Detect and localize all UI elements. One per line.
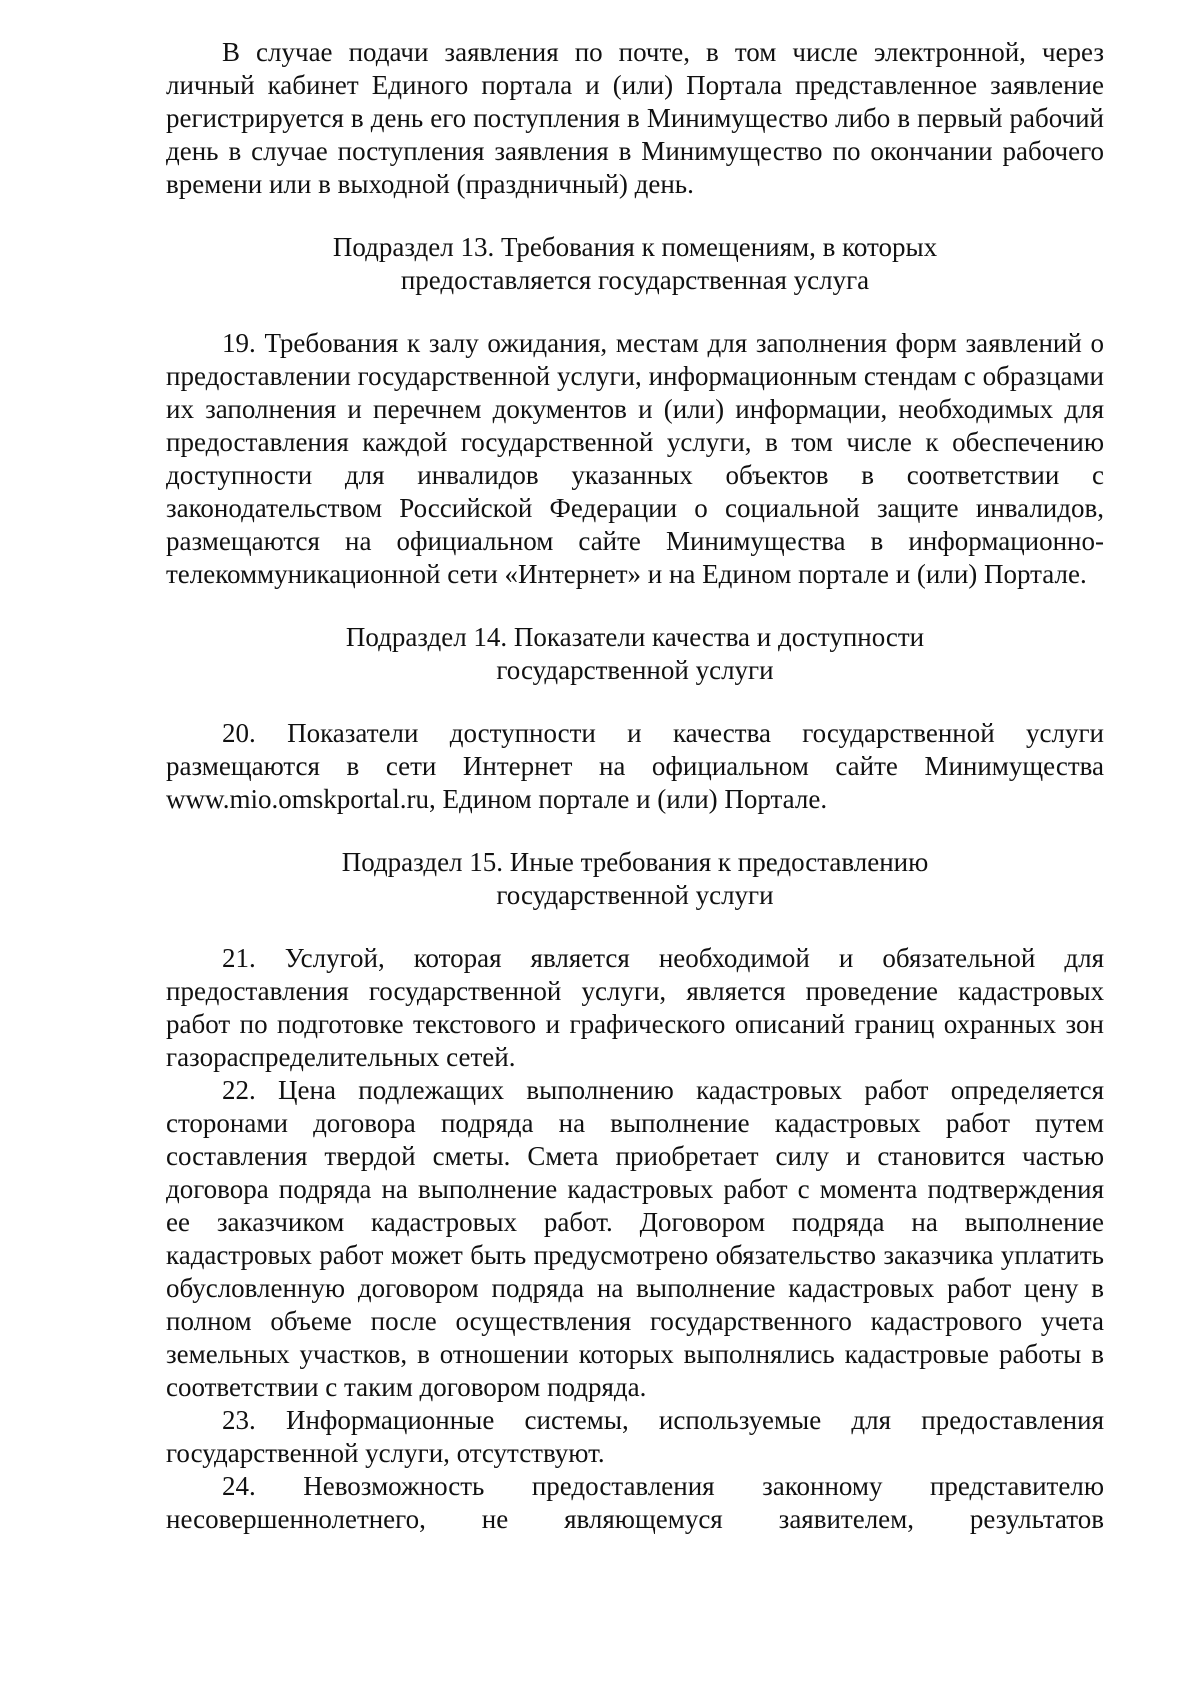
paragraph-21: 21. Услугой, которая является необходимой и обязательной для предоставления государственной услуги, является проведение кадастровых работ по подготовке текстового и графического описаний границ охранных зон газораспределительных сетей. [166, 943, 1104, 1072]
section-13-heading-line1: Подраздел 13. Требования к помещениям, в которых [332, 232, 938, 262]
section-13-heading-line2: предоставляется государственная услуга [400, 265, 870, 295]
section-15-heading-line1: Подраздел 15. Иные требования к предоставлению [341, 847, 929, 877]
section-14-heading-line2: государственной услуги [496, 655, 774, 685]
paragraph-23: 23. Информационные системы, используемые для предоставления государственной услуги, отсутствуют. [166, 1405, 1104, 1468]
section-13-heading [166, 231, 1104, 297]
section-13 [166, 231, 1104, 591]
section-15-heading-line2: государственной услуги [496, 880, 774, 910]
paragraph-22: 22. Цена подлежащих выполнению кадастровых работ определяется сторонами договора подряда на выполнение кадастровых работ путем составления твердой сметы. Смета приобретает силу и становится частью договора подряда на выполнение кадастровых работ с момента подтверждения ее заказчиком кадастровых работ. Договором подряда на выполнение кадастровых работ может быть предусмотрено обязательство заказчика уплатить обусловленную договором подряда на выполнение кадастровых работ цену в полном объеме после осуществления государственного кадастрового учета земельных участков, в отношении которых выполнялись кадастровые работы в соответствии с таким договором подряда. [166, 1075, 1104, 1402]
section-15 [166, 846, 1104, 1536]
document-page [166, 36, 1104, 1536]
section-14-heading-line1: Подраздел 14. Показатели качества и доступности [345, 622, 925, 652]
intro-paragraph: В случае подачи заявления по почте, в том числе электронной, через личный кабинет Единого портала и (или) Портала представленное заявление регистрируется в день его поступления в Минимущество либо в первый рабочий день в случае поступления заявления в Минимущество по окончании рабочего времени или в выходной (праздничный) день. [166, 37, 1104, 199]
section-14 [166, 621, 1104, 816]
paragraph-20: 20. Показатели доступности и качества государственной услуги размещаются в сети Интернет на официальном сайте Минимущества www.mio.omskportal.ru, Едином портале и (или) Портале. [166, 718, 1104, 814]
section-15-heading [166, 846, 1104, 912]
paragraph-19: 19. Требования к залу ожидания, местам для заполнения форм заявлений о предоставлении государственной услуги, информационным стендам с образцами их заполнения и перечнем документов и (или) информации, необходимых для предоставления каждой государственной услуги, в том числе к обеспечению доступности для инвалидов указанных объектов в соответствии с законодательством Российской Федерации о социальной защите инвалидов, размещаются на официальном сайте Минимущества в информационно-телекоммуникационной сети «Интернет» и на Едином портале и (или) Портале. [166, 328, 1104, 589]
section-14-heading [166, 621, 1104, 687]
paragraph-24: 24. Невозможность предоставления законному представителю несовершеннолетнего, не являющемуся заявителем, результатов [166, 1471, 1104, 1534]
